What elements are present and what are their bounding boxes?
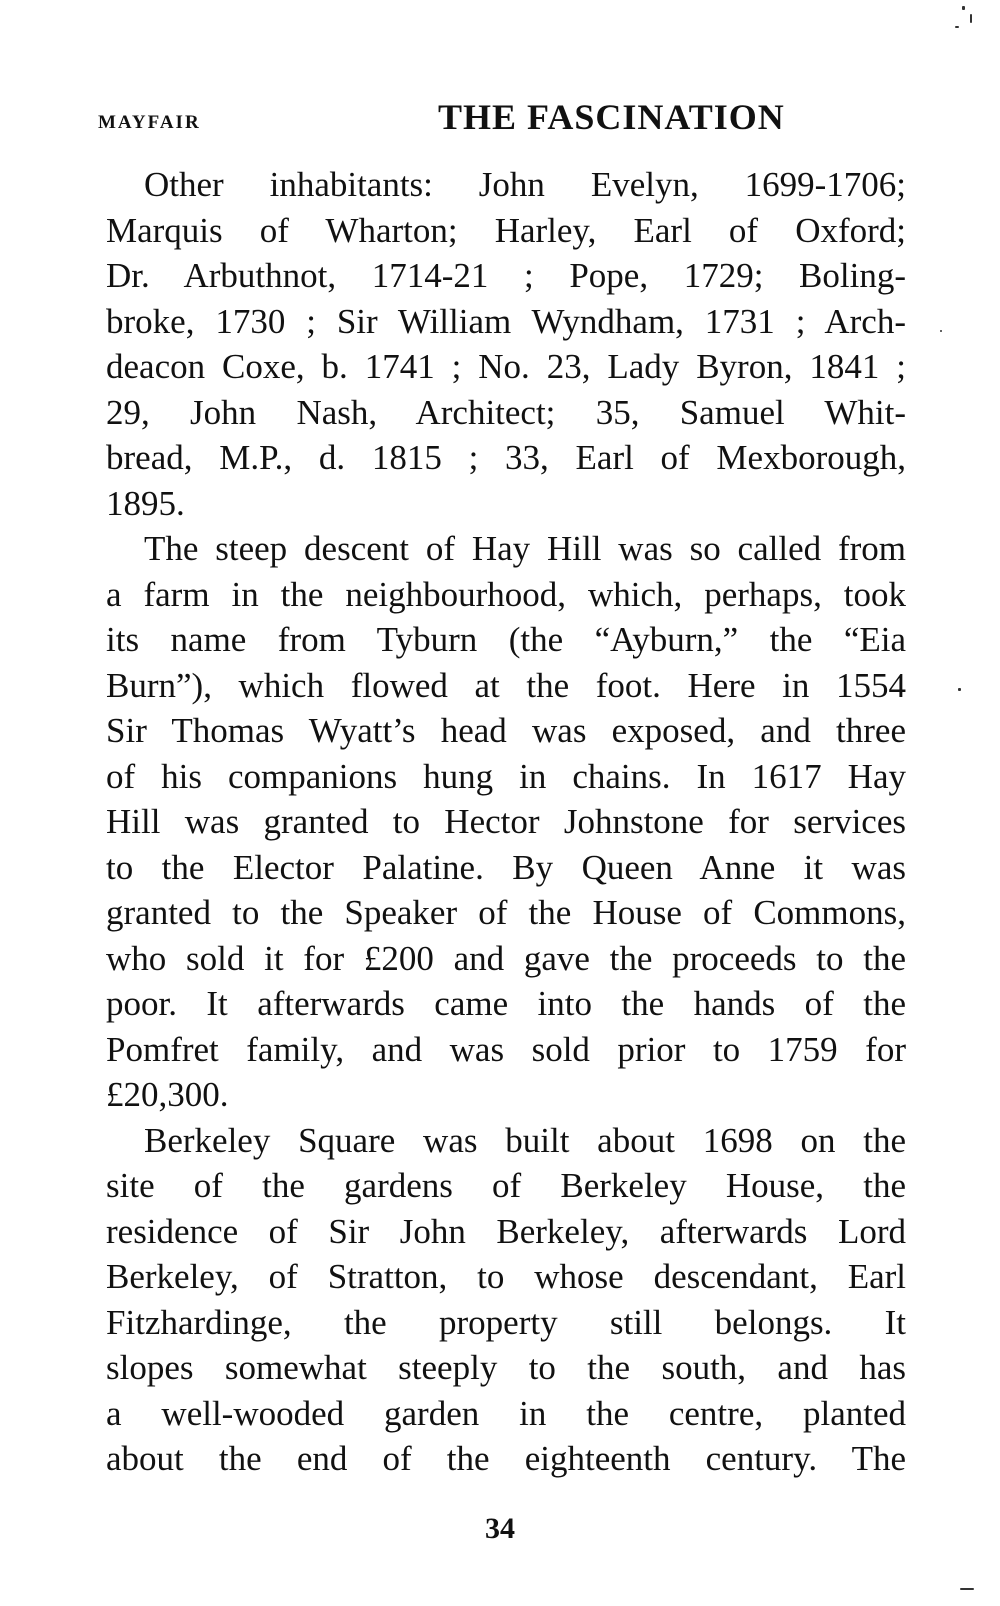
scan-speck xyxy=(962,6,965,10)
text-line: Burn”), which flowed at the foot. Here in 1554 xyxy=(106,665,906,705)
scan-speck xyxy=(970,14,972,23)
text-line: site of the gardens of Berkeley House, the xyxy=(106,1166,906,1205)
text-line: who sold it for £200 and gave the proceeds to the xyxy=(106,938,906,978)
text-line: poor. It afterwards came into the hands of the xyxy=(106,984,906,1023)
text-line: Berkeley, of Stratton, to whose descendant, Earl xyxy=(106,1257,906,1296)
text-line: a farm in the neighbourhood, which, perhaps, took xyxy=(106,574,906,614)
text-line: £20,300. xyxy=(106,1075,229,1114)
page-title: THE FASCINATION xyxy=(438,97,785,137)
text-line: of his companions hung in chains. In 1617 Hay xyxy=(106,756,906,796)
scan-speck xyxy=(940,330,942,332)
text-line: residence of Sir John Berkeley, afterwards Lord xyxy=(106,1211,906,1251)
text-line: a well-wooded garden in the centre, planted xyxy=(106,1393,906,1433)
scan-speck xyxy=(958,688,961,691)
text-line: deacon Coxe, b. 1741 ; No. 23, Lady Byron, 1841 ; xyxy=(106,347,906,386)
section-label: MAYFAIR xyxy=(98,112,201,133)
text-line: its name from Tyburn (the “Ayburn,” the “Eia xyxy=(106,620,906,659)
text-line: Pomfret family, and was sold prior to 1759 for xyxy=(106,1029,906,1069)
text-line: Dr. Arbuthnot, 1714-21 ; Pope, 1729; Boling- xyxy=(106,256,906,295)
scan-speck xyxy=(960,1588,974,1590)
paragraph-inhabitants xyxy=(106,162,906,526)
text-line: about the end of the eighteenth century. The xyxy=(106,1439,906,1478)
text-line: to the Elector Palatine. By Queen Anne it was xyxy=(106,847,906,887)
text-line: Fitzhardinge, the property still belongs. It xyxy=(106,1302,906,1342)
text-line: Marquis of Wharton; Harley, Earl of Oxford; xyxy=(106,210,906,250)
text-line: Sir Thomas Wyatt’s head was exposed, and three xyxy=(106,711,906,750)
text-line: granted to the Speaker of the House of Commons, xyxy=(106,893,906,932)
body-text xyxy=(106,162,906,1482)
scan-speck xyxy=(955,26,959,28)
text-line: 1895. xyxy=(106,483,185,523)
paragraph-berkeley-square xyxy=(106,1118,906,1482)
text-line: The steep descent of Hay Hill was so called from xyxy=(144,529,906,568)
text-line: 29, John Nash, Architect; 35, Samuel Whit- xyxy=(106,392,906,432)
text-line: bread, M.P., d. 1815 ; 33, Earl of Mexborough, xyxy=(106,438,906,477)
text-line: Berkeley Square was built about 1698 on the xyxy=(144,1120,906,1160)
page-number: 34 xyxy=(485,1512,515,1545)
text-line: Hill was granted to Hector Johnstone for services xyxy=(106,802,906,841)
paragraph-hay-hill xyxy=(106,526,906,1118)
text-line: Other inhabitants: John Evelyn, 1699-1706; xyxy=(144,165,906,204)
running-head xyxy=(98,96,860,146)
text-line: broke, 1730 ; Sir William Wyndham, 1731 ; Arch- xyxy=(106,301,906,341)
text-line: slopes somewhat steeply to the south, and has xyxy=(106,1348,906,1387)
